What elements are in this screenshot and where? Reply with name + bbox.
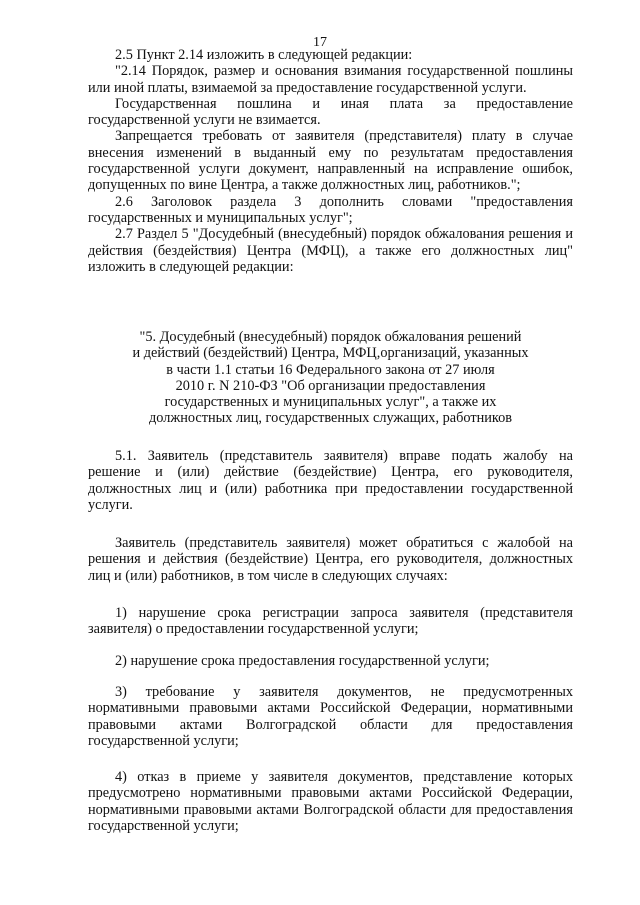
para-5-1: 5.1. Заявитель (представитель заявителя) вправе подать жалобу на решение и (или) действие (бездействие) Центра, его руководителя, должностных лиц и (или) работника при предоставлении государственной услуги. [88, 448, 573, 513]
heading-line: в части 1.1 статьи 16 Федерального закона от 27 июля [166, 361, 495, 378]
case-item: 4) отказ в приеме у заявителя документов, представление которых предусмотрено нормативными правовыми актами Российской Федерации, нормативными правовыми актами Волгоградской области для предоставления государственной услуги; [88, 769, 573, 834]
amendments-section [88, 47, 573, 275]
para-2-6: 2.6 Заголовок раздела 3 дополнить словами "предоставления государственных и муниципальных услуг"; [88, 193, 573, 226]
para-2-5: 2.5 Пункт 2.14 изложить в следующей редакции: [115, 47, 413, 63]
page-number: 17 [313, 35, 327, 50]
para-fee-not-charged: Государственная пошлина и иная плата за предоставление государственной услуги не взимается. [88, 95, 573, 129]
heading-line: 2010 г. N 210-ФЗ "Об организации предоставления [175, 377, 486, 394]
heading-line: должностных лиц, государственных служащих, работников [149, 410, 512, 427]
para-complaint-intro: Заявитель (представитель заявителя) может обратиться с жалобой на решения и действия (бездействие) Центра, его руководителя, должностных лиц и (или) работников, в том числе в следующих случаях: [88, 535, 573, 584]
para-2-7: 2.7 Раздел 5 "Досудебный (внесудебный) порядок обжалования решения и действия (бездействия) Центра (МФЦ), а также его должностных лиц" изложить в следующей редакции: [88, 226, 573, 275]
case-item: 2) нарушение срока предоставления государственной услуги; [115, 653, 490, 669]
heading-line: "5. Досудебный (внесудебный) порядок обжалования решений [139, 329, 522, 345]
case-item: 3) требование у заявителя документов, не предусмотренных нормативными правовыми актами Российской Федерации, нормативными правовыми актами Волгоградской области для предоставления государственной услуги; [88, 684, 573, 749]
heading-line: государственных и муниципальных услуг", а также их [164, 394, 497, 411]
para-fee-prohibition: Запрещается требовать от заявителя (представителя) плату в случае внесения изменений в выданный ему по результатам предоставления государственной услуги документ, направленный на исправление ошибок, допущенных по вине Центра, а также должностных лиц, работников."; [88, 128, 573, 194]
heading-line: и действий (бездействий) Центра, МФЦ,организаций, указанных [132, 345, 529, 362]
section-5-heading [88, 329, 573, 427]
case-item: 1) нарушение срока регистрации запроса заявителя (представителя заявителя) о предоставлении государственной услуги; [88, 605, 573, 638]
para-2-14-title: "2.14 Порядок, размер и основания взимания государственной пошлины или иной платы, взимаемой за предоставление государственной услуги. [88, 63, 573, 96]
